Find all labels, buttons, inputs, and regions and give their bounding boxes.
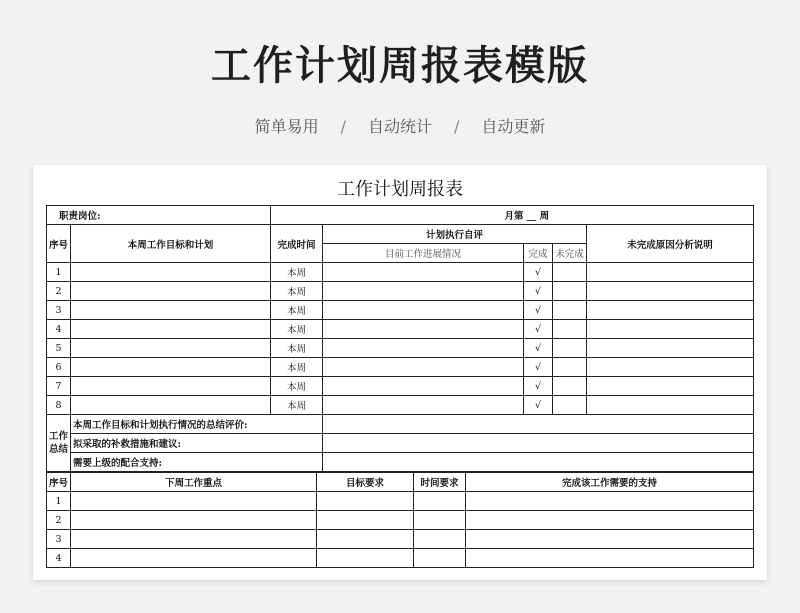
reason-cell[interactable]: [587, 320, 754, 339]
summary-remedy-label: 拟采取的补救措施和建议:: [71, 434, 323, 453]
summary-evaluation-label: 本周工作目标和计划执行情况的总结评价:: [71, 415, 323, 434]
done-cell: √: [524, 358, 553, 377]
table-row: [47, 377, 754, 396]
progress-cell[interactable]: [323, 320, 524, 339]
table-row: [47, 358, 754, 377]
week-label: 月第 __ 周: [271, 206, 754, 225]
time-cell: 本周: [271, 358, 323, 377]
reason-cell[interactable]: [587, 358, 754, 377]
next-support-cell[interactable]: [466, 530, 754, 549]
next-week-table: [46, 472, 754, 568]
undone-cell[interactable]: [553, 320, 587, 339]
time-cell: 本周: [271, 396, 323, 415]
table-row: [47, 396, 754, 415]
summary-label: 工作总结: [47, 415, 71, 472]
progress-cell[interactable]: [323, 377, 524, 396]
row-seq: 3: [47, 301, 71, 320]
table-row: [47, 530, 754, 549]
next-focus-cell[interactable]: [71, 530, 317, 549]
done-cell: √: [524, 396, 553, 415]
next-support-cell[interactable]: [466, 549, 754, 568]
goal-cell[interactable]: [71, 377, 271, 396]
table-row: [47, 320, 754, 339]
next-goal-cell[interactable]: [317, 511, 414, 530]
progress-cell[interactable]: [323, 282, 524, 301]
header-time: 完成时间: [271, 225, 323, 263]
undone-cell[interactable]: [553, 377, 587, 396]
done-cell: √: [524, 263, 553, 282]
summary-support-value[interactable]: [323, 453, 754, 472]
next-goal-cell[interactable]: [317, 530, 414, 549]
undone-cell[interactable]: [553, 339, 587, 358]
time-cell: 本周: [271, 339, 323, 358]
next-time-cell[interactable]: [414, 492, 466, 511]
row-seq: 1: [47, 263, 71, 282]
feature-easy: 简单易用: [254, 117, 319, 136]
done-cell: √: [524, 282, 553, 301]
reason-cell[interactable]: [587, 301, 754, 320]
row-seq: 4: [47, 320, 71, 339]
time-cell: 本周: [271, 320, 323, 339]
next-row-seq: 1: [47, 492, 71, 511]
sheet-title: 工作计划周报表: [337, 179, 463, 200]
undone-cell[interactable]: [553, 301, 587, 320]
feature-tagline: [0, 114, 800, 137]
summary-support-label: 需要上级的配合支持:: [71, 453, 323, 472]
next-header-seq: 序号: [47, 473, 71, 492]
reason-cell[interactable]: [587, 339, 754, 358]
row-seq: 6: [47, 358, 71, 377]
next-time-cell[interactable]: [414, 549, 466, 568]
row-seq: 7: [47, 377, 71, 396]
report-sheet: [33, 165, 767, 580]
next-focus-cell[interactable]: [71, 511, 317, 530]
done-cell: √: [524, 377, 553, 396]
summary-row: [47, 434, 754, 453]
reason-cell[interactable]: [587, 396, 754, 415]
done-cell: √: [524, 301, 553, 320]
done-cell: √: [524, 339, 553, 358]
table-row: [47, 339, 754, 358]
next-time-cell[interactable]: [414, 511, 466, 530]
next-goal-cell[interactable]: [317, 549, 414, 568]
table-row: [47, 301, 754, 320]
done-cell: √: [524, 320, 553, 339]
page-title: 工作计划周报表模版: [211, 43, 589, 89]
goal-cell[interactable]: [71, 282, 271, 301]
table-row: [47, 492, 754, 511]
progress-cell[interactable]: [323, 358, 524, 377]
table-row: [47, 549, 754, 568]
feature-auto-stats: 自动统计: [367, 117, 432, 136]
row-seq: 2: [47, 282, 71, 301]
goal-cell[interactable]: [71, 263, 271, 282]
separator: /: [340, 117, 346, 136]
undone-cell[interactable]: [553, 396, 587, 415]
undone-cell[interactable]: [553, 358, 587, 377]
summary-remedy-value[interactable]: [323, 434, 754, 453]
time-cell: 本周: [271, 301, 323, 320]
goal-cell[interactable]: [71, 320, 271, 339]
time-cell: 本周: [271, 282, 323, 301]
header-reason: 未完成原因分析说明: [587, 225, 754, 263]
progress-cell[interactable]: [323, 396, 524, 415]
goal-cell[interactable]: [71, 358, 271, 377]
report-table: [46, 205, 754, 472]
table-row: [47, 511, 754, 530]
next-header-goal-req: 目标要求: [317, 473, 414, 492]
table-row: [47, 263, 754, 282]
progress-cell[interactable]: [323, 339, 524, 358]
next-header-support: 完成该工作需要的支持: [466, 473, 754, 492]
table-row: [47, 282, 754, 301]
header-undone: 未完成: [553, 244, 587, 263]
next-support-cell[interactable]: [466, 511, 754, 530]
summary-row: [47, 453, 754, 472]
header-self-eval: 计划执行自评: [323, 225, 587, 244]
undone-cell[interactable]: [553, 263, 587, 282]
progress-cell[interactable]: [323, 301, 524, 320]
position-label: 职责岗位:: [47, 206, 271, 225]
next-support-cell[interactable]: [466, 492, 754, 511]
header-done: 完成: [524, 244, 553, 263]
next-focus-cell[interactable]: [71, 492, 317, 511]
goal-cell[interactable]: [71, 396, 271, 415]
next-row-seq: 2: [47, 511, 71, 530]
header-goal: 本周工作目标和计划: [71, 225, 271, 263]
row-seq: 5: [47, 339, 71, 358]
next-row-seq: 4: [47, 549, 71, 568]
next-header-time-req: 时间要求: [414, 473, 466, 492]
undone-cell[interactable]: [553, 282, 587, 301]
next-focus-cell[interactable]: [71, 549, 317, 568]
summary-evaluation-value[interactable]: [323, 415, 754, 434]
reason-cell[interactable]: [587, 282, 754, 301]
next-header-focus: 下周工作重点: [71, 473, 317, 492]
separator: /: [454, 117, 460, 136]
feature-auto-update: 自动更新: [481, 117, 546, 136]
goal-cell[interactable]: [71, 339, 271, 358]
time-cell: 本周: [271, 263, 323, 282]
time-cell: 本周: [271, 377, 323, 396]
header-progress: 目前工作进展情况: [323, 244, 524, 263]
header-seq: 序号: [47, 225, 71, 263]
row-seq: 8: [47, 396, 71, 415]
progress-cell[interactable]: [323, 263, 524, 282]
summary-row: [47, 415, 754, 434]
reason-cell[interactable]: [587, 377, 754, 396]
next-goal-cell[interactable]: [317, 492, 414, 511]
next-time-cell[interactable]: [414, 530, 466, 549]
reason-cell[interactable]: [587, 263, 754, 282]
goal-cell[interactable]: [71, 301, 271, 320]
next-row-seq: 3: [47, 530, 71, 549]
